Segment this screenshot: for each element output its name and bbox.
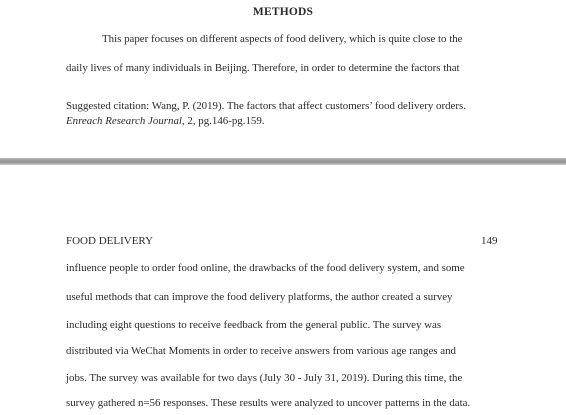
citation-details: , 2, pg.146-pg.159. [181,115,265,127]
document-page-top [0,0,566,160]
body-text-line: This paper focuses on different aspects of food delivery, which is quite close to the [102,33,463,45]
citation-journal: Enreach Research Journal [66,115,182,127]
body-text-line: influence people to order food online, the drawbacks of the food delivery system, and some [66,262,465,274]
running-head: FOOD DELIVERY [66,235,154,247]
body-text-line: jobs. The survey was available for two days (July 30 - July 31, 2019). During this time, the [66,372,463,384]
body-text-line: survey gathered n=56 responses. These results were analyzed to uncover patterns in the data. [66,397,471,409]
body-text-line: useful methods that can improve the food delivery platforms, the author created a survey [66,291,453,303]
page-divider [0,158,566,165]
body-text-line: distributed via WeChat Moments in order to receive answers from various age ranges and [66,345,456,357]
citation-reference [66,114,265,128]
body-text-line: daily lives of many individuals in Beijing. Therefore, in order to determine the factors that [66,62,460,74]
citation-line: Suggested citation: Wang, P. (2019). The factors that affect customers’ food delivery orders. [66,100,466,112]
section-heading: METHODS [252,6,314,18]
page-number: 149 [481,235,498,247]
body-text-line: including eight questions to receive feedback from the general public. The survey was [66,319,442,331]
